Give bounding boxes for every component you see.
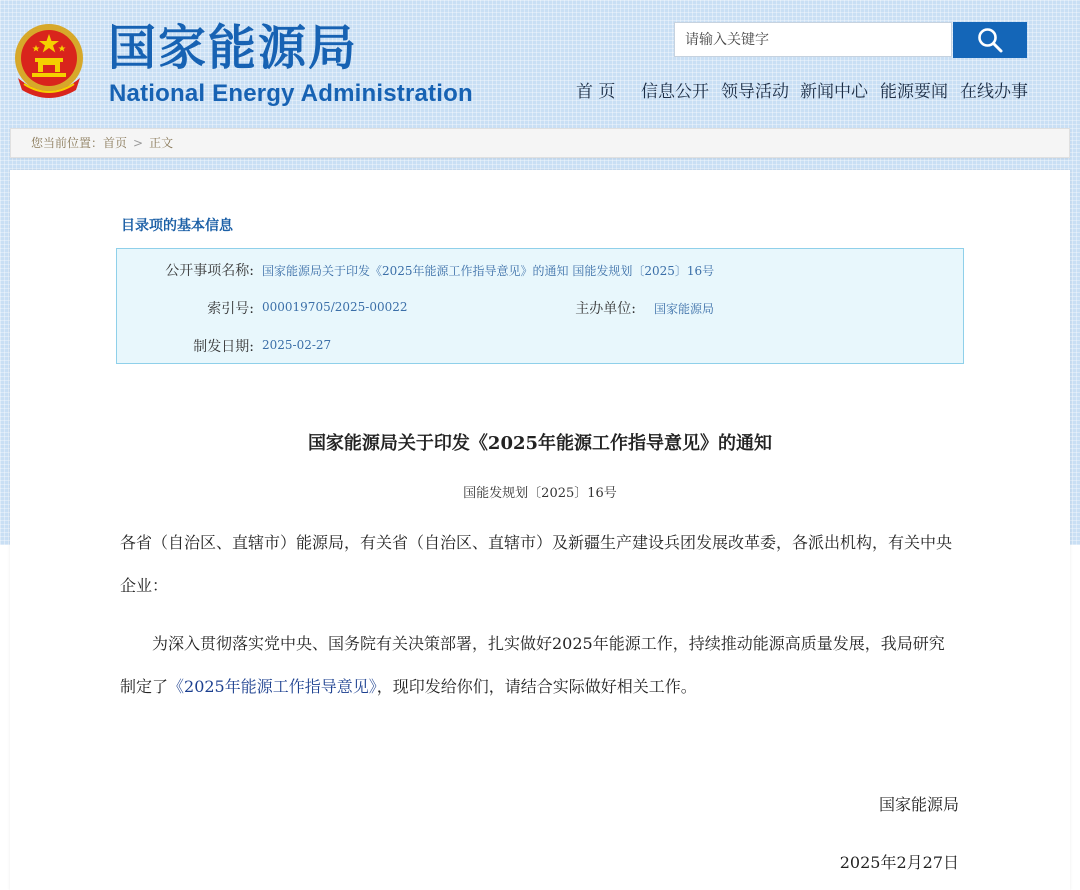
site-logo-english[interactable]: National Energy Administration <box>109 80 473 107</box>
breadcrumb-current: 正文 <box>149 136 174 150</box>
document-number: 国能发规划〔2025〕16号 <box>463 486 617 501</box>
search-input[interactable] <box>675 23 951 56</box>
info-index-label: 索引号: <box>207 301 254 317</box>
breadcrumb-prefix: 您当前位置： <box>31 136 104 150</box>
national-emblem-icon <box>10 20 88 102</box>
document-addressee: 各省（自治区、直辖市）能源局，有关省（自治区、直辖市）及新疆生产建设兵团发展改革委，各派出机构，有关中央企业： <box>120 533 953 595</box>
breadcrumb <box>10 128 1070 158</box>
nav-home[interactable]: 首 页 <box>576 82 616 102</box>
info-date-label: 制发日期: <box>193 339 254 355</box>
search-icon <box>976 26 1004 54</box>
info-name-label: 公开事项名称: <box>165 263 254 279</box>
document-signature: 国家能源局 <box>878 795 959 814</box>
document-title: 国家能源局关于印发《2025年能源工作指导意见》的通知 <box>307 433 773 454</box>
search-button[interactable] <box>953 22 1027 58</box>
search-box <box>674 22 952 57</box>
nav-info-disclosure[interactable]: 信息公开 <box>641 82 709 102</box>
info-date-value: 2025-02-27 <box>262 338 332 352</box>
breadcrumb-home-link[interactable]: 首页 <box>103 136 128 150</box>
document-date: 2025年2月27日 <box>839 853 959 872</box>
info-org-label: 主办单位: <box>575 301 636 317</box>
info-section-title: 目录项的基本信息 <box>121 218 233 234</box>
site-logo-chinese[interactable]: 国家能源局 <box>108 20 359 76</box>
breadcrumb-separator: > <box>133 136 144 150</box>
info-index-value: 000019705/2025-00022 <box>262 300 408 314</box>
info-name-value: 国家能源局关于印发《2025年能源工作指导意见》的通知 国能发规划〔2025〕16号 <box>262 264 715 278</box>
document-body-text-end: ，现印发给你们，请结合实际做好相关工作。 <box>376 677 697 696</box>
document-attachment-link[interactable]: 《2025年能源工作指导意见》 <box>168 677 377 696</box>
info-org-value: 国家能源局 <box>654 302 715 316</box>
nav-online-services[interactable]: 在线办事 <box>960 82 1028 102</box>
nav-leadership-activities[interactable]: 领导活动 <box>721 82 789 102</box>
nav-news-center[interactable]: 新闻中心 <box>800 82 868 102</box>
document-body <box>120 622 960 708</box>
nav-energy-news[interactable]: 能源要闻 <box>880 82 948 102</box>
document-body-text: 为深入贯彻落实党中央、国务院有关决策部署，扎实做好2025年能源工作，持续推动能源高质量发展，我局研究制定了 <box>120 634 945 696</box>
